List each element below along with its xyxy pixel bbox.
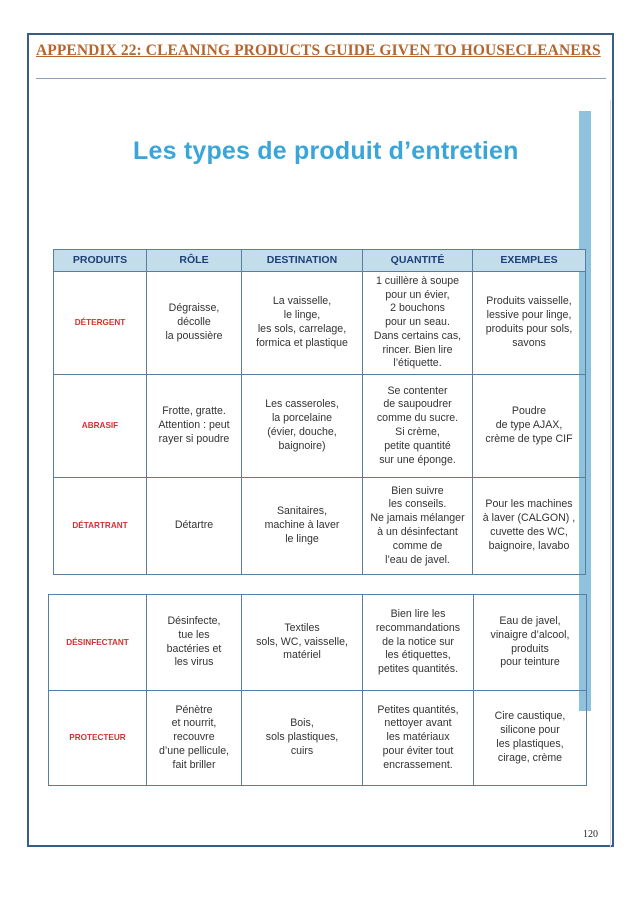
cell-line: Si crème, bbox=[395, 426, 440, 438]
cell-line: Cire caustique, bbox=[494, 710, 566, 723]
cell-quantite bbox=[363, 478, 473, 575]
page-number: 120 bbox=[583, 829, 598, 840]
cell-line: sols, WC, vaisselle, bbox=[256, 635, 348, 648]
cell-line: tue les bbox=[178, 628, 210, 641]
cell-quantite bbox=[363, 691, 474, 786]
cell-line: rayer si poudre bbox=[158, 432, 230, 445]
cell-line: vinaigre d’alcool, bbox=[490, 628, 570, 641]
cell-line: Dans certains cas, bbox=[373, 329, 462, 342]
cell-line: Pénètre bbox=[175, 703, 213, 716]
cell-line: Produits vaisselle, bbox=[486, 295, 572, 308]
cell-destination bbox=[242, 375, 363, 478]
cell-line: Frotte, gratte. bbox=[162, 405, 226, 418]
cell-line: Bien suivre bbox=[391, 484, 444, 497]
cell-line: produits bbox=[511, 642, 549, 655]
cell-line: Dégraisse, bbox=[168, 302, 220, 315]
cell-line: les virus bbox=[174, 656, 214, 669]
cell-line: rincer. Bien lire bbox=[382, 343, 453, 356]
cell-line: la porcelaine bbox=[271, 412, 333, 425]
cell-destination bbox=[242, 691, 363, 786]
cell-exemples bbox=[473, 375, 586, 478]
table-header-row bbox=[54, 250, 586, 272]
table-row bbox=[54, 272, 586, 375]
cell-exemples bbox=[474, 691, 587, 786]
cell-line: savons bbox=[512, 336, 546, 349]
cell-line: silicone pour bbox=[500, 724, 560, 737]
cell-line: cuvette des WC, bbox=[490, 526, 568, 538]
cell-line: pour teinture bbox=[500, 656, 560, 669]
cell-line: recouvre bbox=[173, 731, 215, 744]
cell-line: Ne jamais mélanger bbox=[370, 512, 465, 525]
cell-line: Pour les machines bbox=[485, 498, 573, 511]
cell-destination bbox=[242, 272, 363, 375]
cell-line: produits pour sols, bbox=[485, 323, 573, 335]
cell-line: Bois, bbox=[290, 717, 314, 730]
cell-produit: ABRASIF bbox=[54, 375, 147, 478]
appendix-title: APPENDIX 22: CLEANING PRODUCTS GUIDE GIVEN TO HOUSECLEANERS bbox=[36, 42, 601, 59]
header-produits: PRODUITS bbox=[54, 250, 147, 272]
cell-quantite bbox=[363, 595, 474, 691]
products-table-bottom bbox=[48, 594, 587, 786]
cell-line: machine à laver bbox=[264, 519, 340, 532]
cell-line: l’eau de javel. bbox=[385, 553, 450, 566]
cell-line: petites quantités. bbox=[377, 663, 459, 676]
cell-line: et nourrit, bbox=[171, 717, 217, 730]
cell-line: Détartre bbox=[174, 519, 214, 532]
cell-line: Les casseroles, bbox=[265, 398, 339, 411]
cell-line: (évier, douche, bbox=[267, 426, 337, 438]
cell-line: pour un évier, bbox=[385, 288, 450, 301]
cell-line: sols plastiques, bbox=[265, 731, 339, 744]
cell-line: les matériaux bbox=[386, 731, 450, 744]
cell-line: comme de bbox=[392, 539, 443, 552]
header-quantite: QUANTITÉ bbox=[363, 250, 473, 272]
cell-destination bbox=[242, 478, 363, 575]
cell-role bbox=[147, 272, 242, 375]
cell-line: bactéries et bbox=[166, 642, 222, 655]
cell-line: lessive pour linge, bbox=[486, 309, 572, 322]
cell-line: de saupoudrer bbox=[383, 398, 452, 411]
cell-line: décolle bbox=[177, 316, 211, 329]
cell-line: d’une pellicule, bbox=[158, 744, 230, 757]
cell-line: la poussière bbox=[165, 329, 223, 342]
cell-line: recommandations bbox=[375, 621, 461, 634]
cell-line: pour un seau. bbox=[385, 316, 450, 329]
cell-produit: DÉTARTRANT bbox=[54, 478, 147, 575]
cell-line: Bien lire les bbox=[390, 608, 446, 620]
header-destination: DESTINATION bbox=[242, 250, 363, 272]
cell-line: La vaisselle, bbox=[272, 295, 332, 308]
cell-line: matériel bbox=[283, 649, 321, 662]
cell-line: Désinfecte, bbox=[167, 614, 221, 627]
appendix-heading bbox=[36, 40, 606, 79]
table-row bbox=[54, 478, 586, 575]
cell-line: Petites quantités, bbox=[377, 703, 459, 716]
cell-role bbox=[147, 478, 242, 575]
cell-exemples bbox=[474, 595, 587, 691]
cell-line: Sanitaires, bbox=[276, 505, 328, 518]
cell-line: le linge bbox=[285, 532, 319, 545]
cell-line: crème de type CIF bbox=[485, 432, 573, 445]
cell-line: de la notice sur bbox=[382, 635, 454, 648]
products-table-top bbox=[53, 249, 586, 575]
table-row bbox=[54, 375, 586, 478]
cell-line: l’étiquette. bbox=[393, 357, 442, 370]
cell-line: sur une éponge. bbox=[379, 453, 456, 466]
cell-role bbox=[147, 595, 242, 691]
cell-quantite bbox=[363, 272, 473, 375]
cell-line: à un désinfectant bbox=[377, 526, 458, 538]
cell-line: 2 bouchons bbox=[390, 302, 445, 315]
cell-destination bbox=[242, 595, 363, 691]
cell-line: les étiquettes, bbox=[385, 649, 451, 662]
cell-role bbox=[147, 691, 242, 786]
table-row bbox=[49, 691, 587, 786]
cell-line: formica et plastique bbox=[256, 336, 348, 349]
cell-line: pour éviter tout bbox=[382, 744, 454, 757]
cell-exemples bbox=[473, 478, 586, 575]
cell-line: à laver (CALGON) , bbox=[482, 512, 576, 525]
guide-title: Les types de produit d’entretien bbox=[133, 137, 519, 165]
cell-line: Poudre bbox=[511, 405, 547, 418]
table-row bbox=[49, 595, 587, 691]
cell-line: les sols, carrelage, bbox=[257, 323, 347, 335]
header-role: RÔLE bbox=[147, 250, 242, 272]
cell-line: cirage, crème bbox=[497, 751, 563, 764]
cell-line: Attention : peut bbox=[158, 419, 230, 432]
cell-line: baignoire) bbox=[278, 439, 326, 452]
cell-exemples bbox=[473, 272, 586, 375]
header-exemples: EXEMPLES bbox=[473, 250, 586, 272]
cell-line: petite quantité bbox=[384, 439, 451, 452]
cell-line: le linge, bbox=[283, 309, 321, 322]
cell-line: de type AJAX, bbox=[495, 419, 563, 432]
cell-line: comme du sucre. bbox=[376, 412, 459, 425]
cell-line: baignoire, lavabo bbox=[488, 539, 570, 552]
cell-line: nettoyer avant bbox=[384, 717, 452, 730]
right-rule bbox=[610, 100, 611, 848]
cell-line: 1 cuillère à soupe bbox=[375, 274, 460, 287]
cell-line: les conseils. bbox=[388, 498, 447, 511]
cell-produit: PROTECTEUR bbox=[49, 691, 147, 786]
cell-line: Se contenter bbox=[387, 384, 448, 397]
cell-quantite bbox=[363, 375, 473, 478]
cell-line: Eau de javel, bbox=[499, 614, 561, 627]
cell-produit: DÉTERGENT bbox=[54, 272, 147, 375]
cell-line: encrassement. bbox=[383, 758, 453, 771]
cell-line: cuirs bbox=[290, 744, 314, 757]
cell-line: Textiles bbox=[284, 621, 320, 634]
cell-produit: DÉSINFECTANT bbox=[49, 595, 147, 691]
cell-line: fait briller bbox=[172, 758, 216, 771]
cell-role bbox=[147, 375, 242, 478]
cell-line: les plastiques, bbox=[496, 738, 564, 750]
